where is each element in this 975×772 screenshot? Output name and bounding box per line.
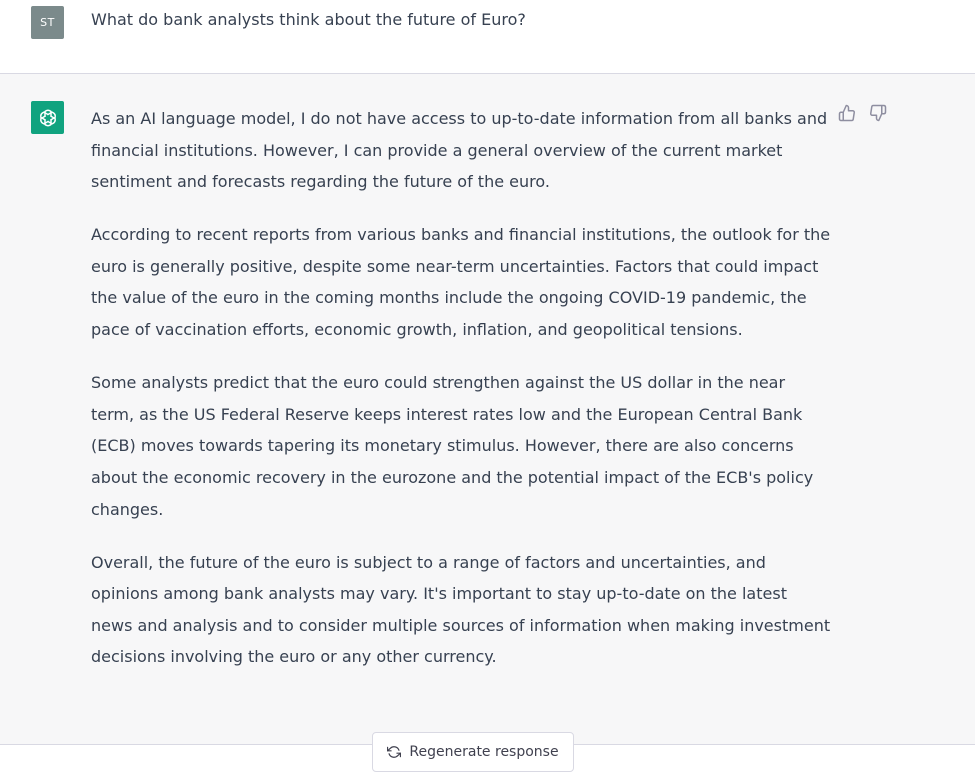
assistant-paragraph: According to recent reports from various banks and financial institutions, the outlook for the euro is generally positive, despite some near-term uncertainties. Factors that could impact the value of the euro in the coming months include the ongoing COVID-19 pandemic, the pace of vaccination efforts, economic growth, inflation, and geopolitical tensions. (91, 225, 831, 340)
user-avatar: ST (31, 6, 64, 39)
thumbs-up-icon (838, 104, 856, 122)
thumbs-down-icon (869, 104, 887, 122)
assistant-message-text (91, 103, 831, 695)
regenerate-response-label: Regenerate response (409, 744, 559, 760)
thumbs-down-button[interactable] (869, 104, 887, 122)
assistant-paragraph: Some analysts predict that the euro could strengthen against the US dollar in the near term, as the US Federal Reserve keeps interest rates low and the European Central Bank (ECB) moves towards tapering its monetary stimulus. However, there are also concerns about the economic recovery in the eurozone and the potential impact of the ECB's policy changes. (91, 373, 814, 519)
openai-logo-icon (36, 106, 60, 130)
assistant-message-row (0, 74, 975, 744)
user-message-row (0, 0, 975, 74)
feedback-buttons (838, 104, 887, 122)
thumbs-up-button[interactable] (838, 104, 856, 122)
assistant-avatar (31, 101, 64, 134)
assistant-paragraph: Overall, the future of the euro is subject to a range of factors and uncertainties, and opinions among bank analysts may vary. It's important to stay up-to-date on the latest news and analysis and to consider multiple sources of information when making investment decisions involving the euro or any other currency. (91, 552, 831, 667)
user-message-text: What do bank analysts think about the future of Euro? (91, 10, 526, 29)
regenerate-response-button[interactable] (372, 732, 574, 772)
refresh-icon (387, 745, 401, 759)
assistant-paragraph: As an AI language model, I do not have access to up-to-date information from all banks and financial institutions. However, I can provide a general overview of the current market sentiment and forecasts regarding the future of the euro. (91, 109, 828, 192)
